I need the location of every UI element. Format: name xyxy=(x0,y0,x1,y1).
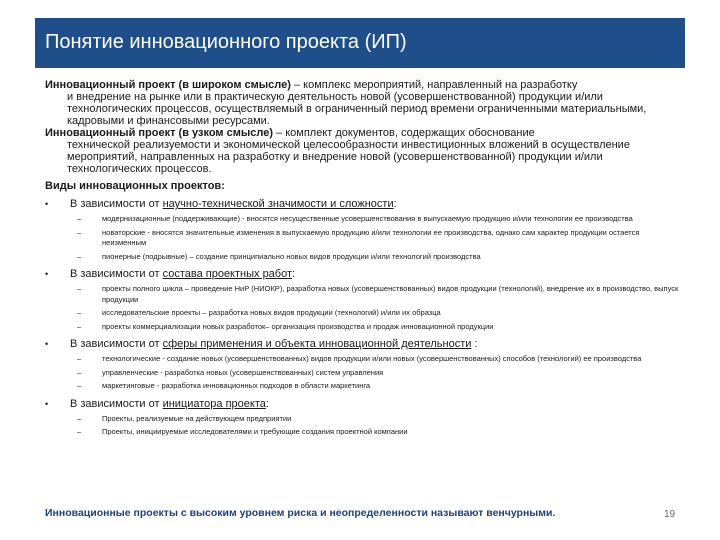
list-item xyxy=(77,367,685,379)
dash-icon: – xyxy=(77,321,82,331)
group-suffix: : xyxy=(292,268,296,280)
dash-icon: – xyxy=(77,227,82,237)
list-item-text: Проекты, реализуемые на действующем предприятии xyxy=(102,413,292,423)
footer-note: Инновационные проекты с высоким уровнем риска и неопределенности называют венчурными. xyxy=(45,507,556,519)
list-item-text: управленческие - разработка новых (усовершенствованных) систем управления xyxy=(102,367,384,377)
group-suffix: : xyxy=(265,397,269,410)
group-criterion: состава проектных работ xyxy=(162,268,293,280)
list-item-text: проекты коммерциализации новых разработок– организация производства и продаж инновационной продукции xyxy=(102,321,494,331)
list-item-text: исследовательские проекты – разработка новых видов продукции (технологий) и/или их образца xyxy=(102,308,441,317)
definition-narrow-term: Инновационный проект (в узком смысле) xyxy=(45,127,273,139)
dash-icon: – xyxy=(77,367,82,377)
types-title: Виды инновационных проектов: xyxy=(45,180,225,192)
page-title: Понятие инновационного проекта (ИП) xyxy=(45,31,407,53)
list-item xyxy=(77,427,685,438)
bullet-icon: • xyxy=(45,398,49,409)
list-item xyxy=(77,214,685,225)
group-items xyxy=(45,354,685,392)
dash-icon: – xyxy=(77,413,82,423)
list-item-text: модернизационные (поддерживающие) - вносятся несущественные усовершенствования в выпускаемую продукцию и/или технологии ее производства xyxy=(102,214,633,223)
list-item xyxy=(77,308,685,319)
list-item-text: проекты полного цикла – проведение НиР (НИОКР), разработка новых (усовершенствованных) видов продукции (технологий), внедрение их в производство, выпуск продукции xyxy=(102,284,679,304)
list-item-text: технологические - создание новых (усовершенствованных) видов продукции и/или новых (усовершенствованных) способов (технологий) ее производства xyxy=(102,354,642,363)
slide-header xyxy=(35,18,685,68)
group-prefix: В зависимости от xyxy=(70,338,163,350)
list-item xyxy=(77,251,685,263)
list-item-text: новаторские - вносятся значительные изменения в выпускаемую продукцию и/или технологии ее производства, однако сам характер продукции остается неизменным xyxy=(102,227,640,247)
list-item-text: пионерные (подрывные) – создание принципиально новых видов продукции и/или технологий производства xyxy=(102,251,481,261)
types-group xyxy=(45,198,685,211)
definition-narrow-text: технической реализуемости и экономической целесообразности инвестиционных вложений в осуществление мероприятий, направленных на разработку и внедрение новой (усовершенствованной) продукции и/или технологических процессов. xyxy=(67,139,630,175)
dash-icon: – xyxy=(77,214,82,223)
definition-broad-term: Инновационный проект (в широком смысле) xyxy=(45,79,291,91)
list-item-text: маркетинговые - разработка инновационных подходов в области маркетинга xyxy=(102,381,371,390)
list-item xyxy=(77,413,685,425)
dash-icon: – xyxy=(77,427,82,436)
types-group xyxy=(45,338,685,351)
types-group xyxy=(45,268,685,281)
group-items xyxy=(45,284,685,332)
list-item-text: Проекты, инициируемые исследователями и требующие создания проектной компании xyxy=(102,427,408,436)
definition-broad-line1: – комплекс мероприятий, направленный на разработку xyxy=(290,79,578,91)
list-item xyxy=(77,227,685,249)
bullet-icon: • xyxy=(45,339,49,349)
definition-broad-text: и внедрение на рынке или в практическую деятельность новой (усовершенствованной) продукции и/или технологических процессов, осуществляемый в ограниченный период времени ограниченными материальными, кадровыми и финансовыми ресурсами. xyxy=(67,91,647,127)
group-items xyxy=(45,414,685,438)
group-criterion: сферы применения и объекта инновационной деятельности xyxy=(162,338,472,350)
group-criterion: инициатора проекта xyxy=(162,397,266,410)
list-item xyxy=(77,284,685,305)
page-number: 19 xyxy=(664,509,676,520)
dash-icon: – xyxy=(77,381,82,390)
group-suffix: : xyxy=(393,198,397,210)
group-suffix: : xyxy=(471,338,478,350)
group-items xyxy=(45,214,685,262)
group-criterion: научно-технической значимости и сложности xyxy=(162,198,394,210)
definition-narrow xyxy=(45,127,685,175)
dash-icon: – xyxy=(77,251,82,261)
bullet-icon: • xyxy=(45,269,49,279)
slide-content xyxy=(45,79,685,441)
group-prefix: В зависимости от xyxy=(70,268,163,280)
definition-narrow-line1: – комплект документов, содержащих обоснование xyxy=(272,127,535,139)
dash-icon: – xyxy=(77,284,82,293)
list-item xyxy=(77,381,685,392)
group-prefix: В зависимости от xyxy=(70,198,163,210)
list-item xyxy=(77,321,685,333)
bullet-icon: • xyxy=(45,199,49,209)
types-list xyxy=(45,198,685,438)
dash-icon: – xyxy=(77,354,82,363)
group-prefix: В зависимости от xyxy=(70,397,163,410)
types-group xyxy=(45,398,685,411)
definition-broad xyxy=(45,79,685,127)
list-item xyxy=(77,354,685,365)
dash-icon: – xyxy=(77,308,82,317)
